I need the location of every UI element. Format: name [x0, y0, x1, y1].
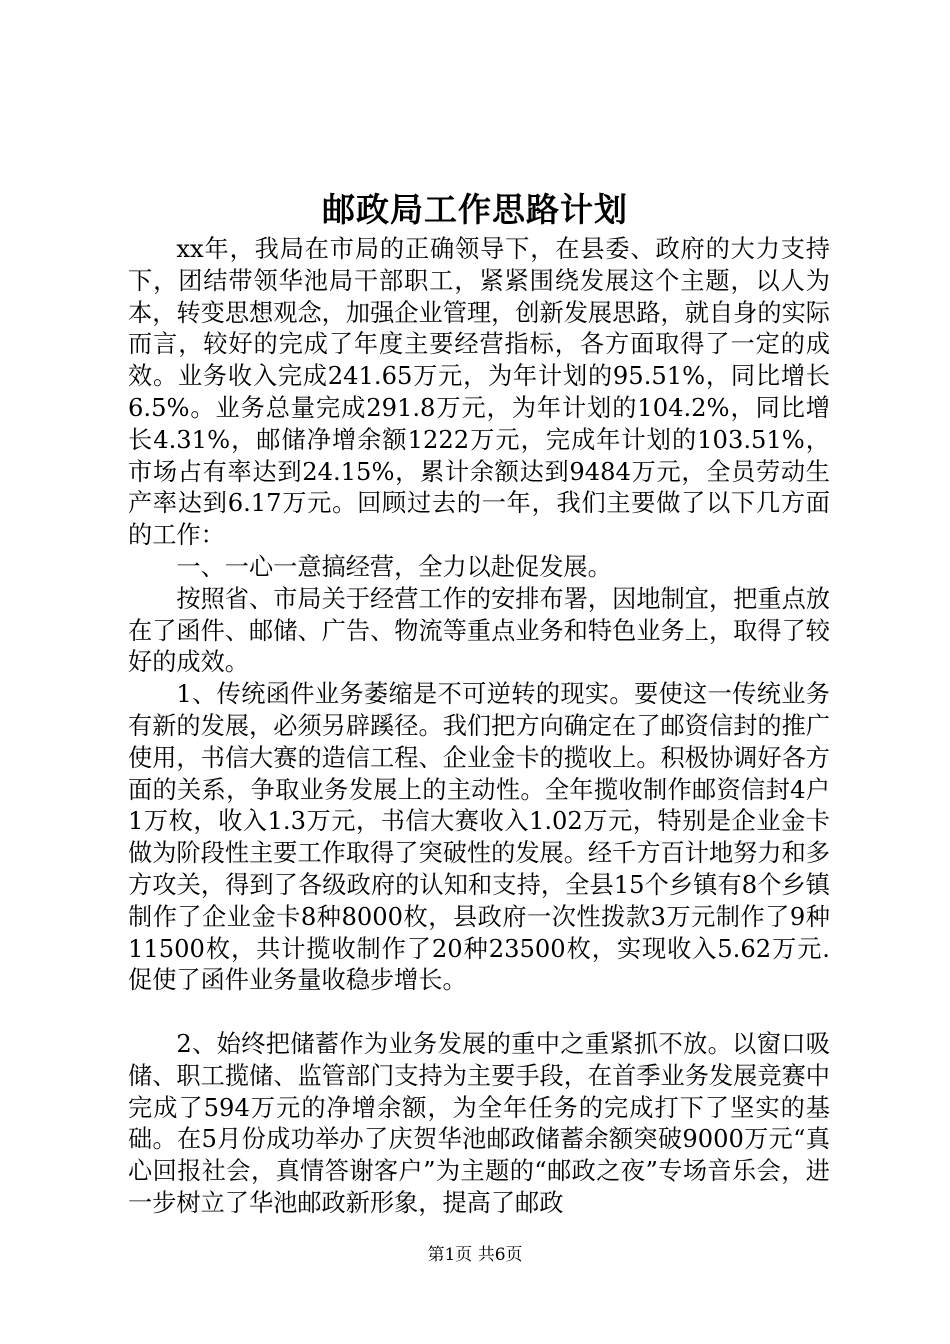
- paragraph-item-2: 2、始终把储蓄作为业务发展的重中之重紧抓不放。以窗口吸储、职工揽储、监管部门支持为主要手段，在首季业务发展竞赛中完成了594万元的净增余额，为全年任务的完成打下了坚实的基础。在5月份成功举办了庆贺华池邮政储蓄余额突破9000万元“真心回报社会，真情答谢客户”为主题的“邮政之夜”专场音乐会，进一步树立了华池邮政新形象，提高了邮政: [128, 1029, 830, 1217]
- document-title: 邮政局工作思路计划: [322, 190, 628, 229]
- paragraph-item-1: 1、传统函件业务萎缩是不可逆转的现实。要使这一传统业务有新的发展，必须另辟蹊径。我们把方向确定在了邮资信封的推广使用，书信大赛的造信工程、企业金卡的揽收上。积极协调好各方面的关系，争取业务发展上的主动性。全年揽收制作邮资信封4户1万枚，收入1.3万元，书信大赛收入1.02万元，特别是企业金卡做为阶段性主要工作取得了突破性的发展。经千方百计地努力和多方攻关，得到了各级政府的认知和支持，全县15个乡镇有8个乡镇制作了企业金卡8种8000枚，县政府一次性拨款3万元制作了9种11500枚，共计揽收制作了20种23500枚，实现收入5.62万元.促使了函件业务量收稳步增长。: [128, 680, 830, 995]
- page-number: 第1页 共6页: [427, 1245, 523, 1265]
- document-body: [128, 234, 830, 1220]
- paragraph-section-heading: 一、一心一意搞经营，全力以赴促发展。: [176, 552, 612, 581]
- paragraph-intro: xx年，我局在市局的正确领导下，在县委、政府的大力支持下，团结带领华池局干部职工，紧紧围绕发展这个主题，以人为本，转变思想观念，加强企业管理，创新发展思路，就自身的实际而言，较好的完成了年度主要经营指标，各方面取得了一定的成效。业务收入完成241.65万元，为年计划的95.51%，同比增长6.5%。业务总量完成291.8万元，为年计划的104.2%，同比增长4.31%，邮储净增余额1222万元，完成年计划的103.51%，市场占有率达到24.15%，累计余额达到9484万元，全员劳动生产率达到6.17万元。回顾过去的一年，我们主要做了以下几方面的工作：: [128, 235, 830, 550]
- paragraph-overview: 按照省、市局关于经营工作的安排布署，因地制宜，把重点放在了函件、邮储、广告、物流等重点业务和特色业务上，取得了较好的成效。: [128, 584, 830, 677]
